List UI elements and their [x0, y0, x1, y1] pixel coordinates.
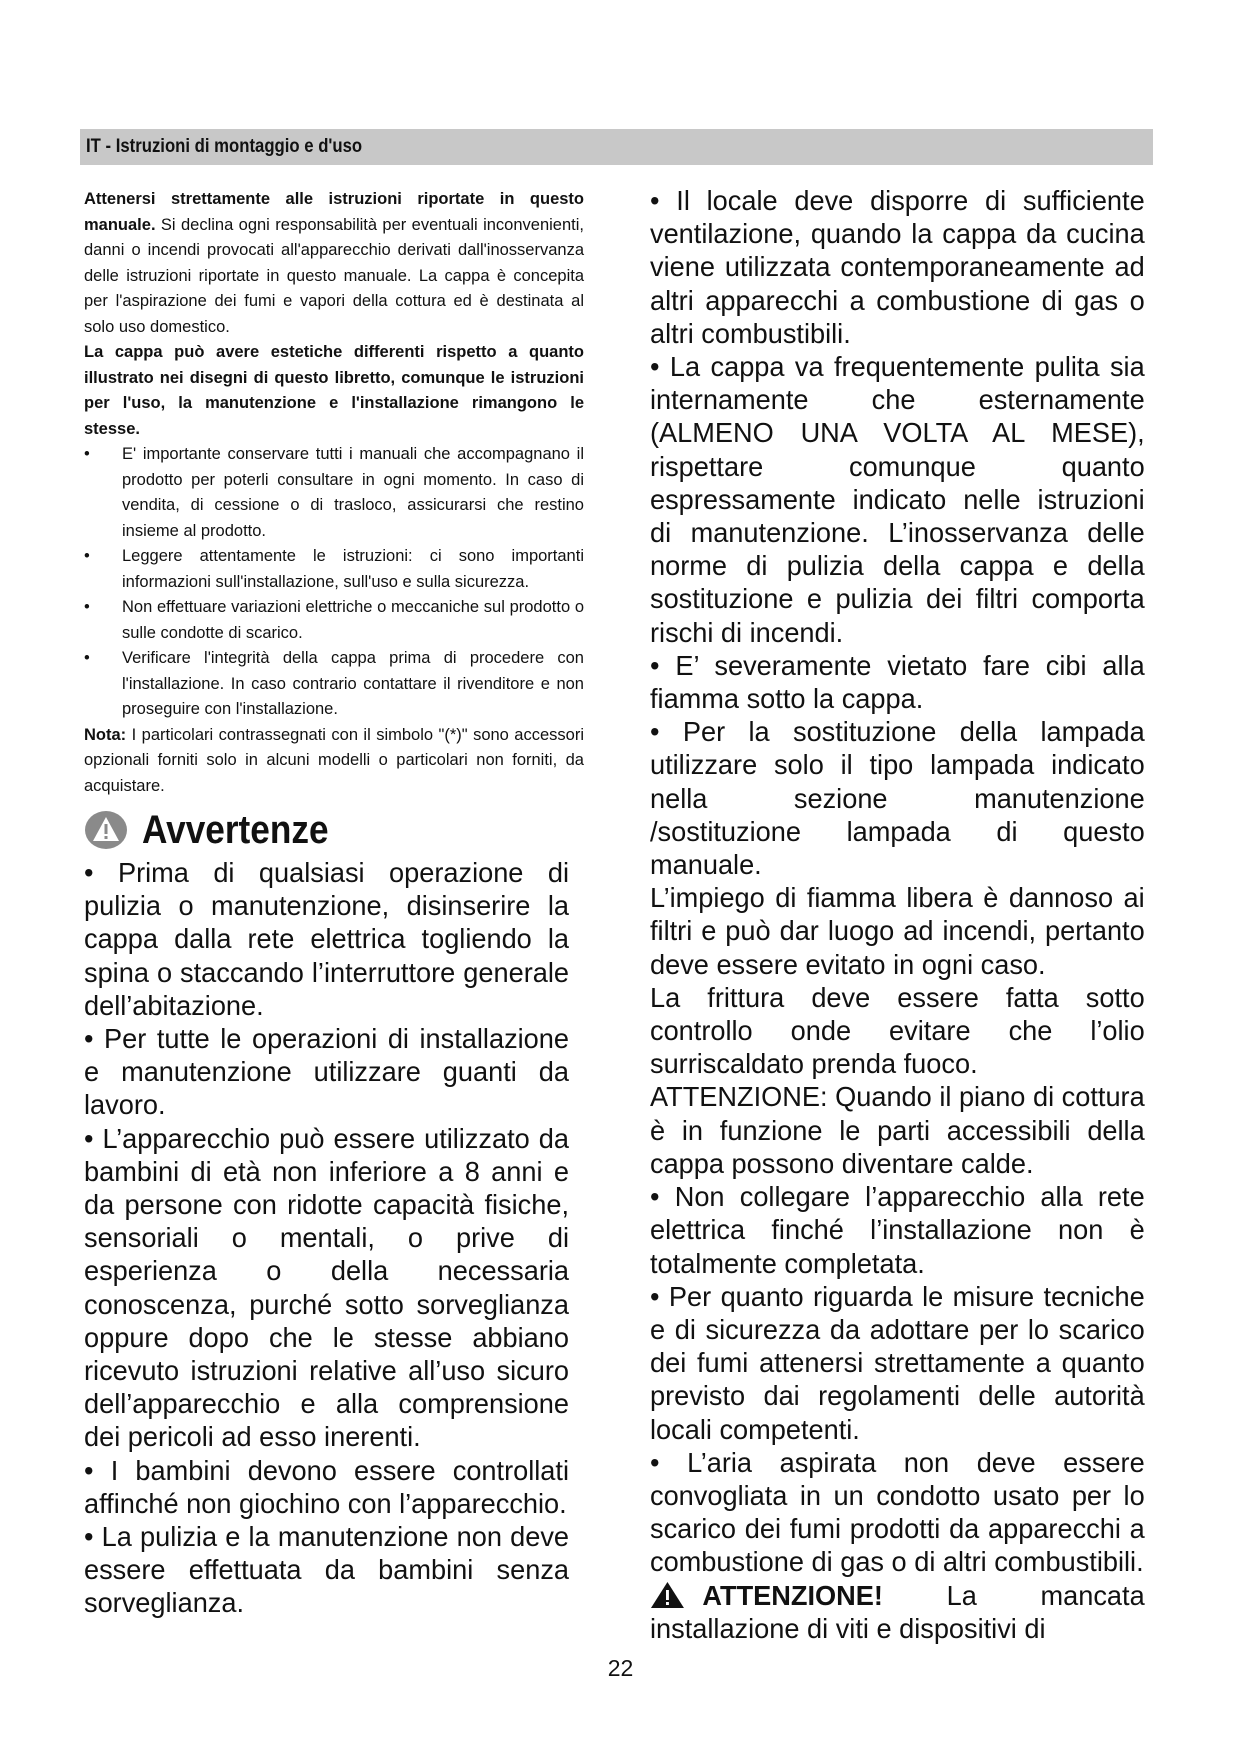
intro-bullet: • E' importante conservare tutti i manuali che accompagnano il prodotto per poterli consultare in ogni momento. In caso di vendita, di cessione o di trasloco, assicurarsi che restino insieme al prodotto.: [84, 445, 584, 540]
intro-paragraph: [84, 187, 584, 340]
warning-circle-icon: [84, 810, 128, 850]
warning-paragraph: • Prima di qualsiasi operazione di pulizia o manutenzione, disinserire la cappa dalla rete elettrica togliendo la spina o staccando l’interruttore generale dell’abitazione.: [84, 857, 569, 1021]
warning-paragraph: • La pulizia e la manutenzione non deve essere effettuata da bambini senza sorveglianza.: [84, 1521, 569, 1619]
page-number: 22: [607, 1655, 634, 1681]
warning-paragraph: • Per la sostituzione della lampada utilizzare solo il tipo lampada indicato nella sezione manutenzione /sostituzione lampada di questo manuale.: [650, 716, 1145, 881]
warning-paragraph: La frittura deve essere fatta sotto controllo onde evitare che l’olio surriscaldato prenda fuoco.: [650, 981, 1145, 1080]
warning-paragraph: • Non collegare l’apparecchio alla rete elettrica finché l’installazione non è totalmente completata.: [650, 1181, 1145, 1279]
warning-paragraph: • I bambini devono essere controllati affinché non giochino con l’apparecchio.: [84, 1454, 569, 1519]
final-warning-text: La mancata installazione di viti e dispositivi di: [650, 1579, 1145, 1644]
nota-label: Nota:: [84, 725, 127, 744]
nota-text: I particolari contrassegnati con il simbolo "(*)" sono accessori opzionali forniti solo in alcuni modelli o particolari non forniti, da acquistare.: [84, 725, 584, 795]
intro-bold-lead: Attenersi strettamente alle istruzioni riportate in questo manuale.: [84, 190, 584, 234]
nota-paragraph: [84, 723, 584, 800]
warnings-title: Avvertenze: [142, 807, 329, 852]
warning-paragraph: • L’apparecchio può essere utilizzato da bambini di età non inferiore a 8 anni e da persone con ridotte capacità fisiche, sensoriali o mentali, o prive di esperienza o della necessaria conoscenza, purché sotto sorveglianza oppure dopo che le stesse abbiano ricevuto istruzioni relative all’uso sicuro dell’apparecchio e alla comprensione dei pericoli ad esso inerenti.: [84, 1122, 569, 1453]
warning-paragraph: • E’ severamente vietato fare cibi alla fiamma sotto la cappa.: [650, 649, 1145, 715]
warning-paragraph: ATTENZIONE: Quando il piano di cottura è in funzione le parti accessibili della cappa possono diventare calde.: [650, 1081, 1145, 1179]
warning-paragraph: • La cappa va frequentemente pulita sia internamente che esternamente (ALMENO UNA VOLTA AL MESE), rispettare comunque quanto espressamente indicato nelle istruzioni di manutenzione. L’inosservanza delle norme di pulizia della cappa e della sostituzione e pulizia dei filtri comporta rischi di incendi.: [650, 351, 1145, 648]
warning-paragraph: • Per quanto riguarda le misure tecniche e di sicurezza da adottare per lo scarico dei fumi attenersi strettamente a quanto previsto dai regolamenti delle autorità locali competenti.: [650, 1280, 1145, 1445]
warning-paragraph: • Per tutte le operazioni di installazione e manutenzione utilizzare guanti da lavoro.: [84, 1023, 569, 1121]
warnings-heading: [84, 805, 354, 855]
warnings-left-column: [84, 856, 584, 1620]
section-header: [80, 129, 1153, 165]
final-warning: [650, 1579, 1145, 1645]
intro-column: [84, 187, 584, 799]
intro-bullet: • Verificare l'integrità della cappa prima di procedere con l'installazione. In caso contrario contattare il rivenditore e non proseguire con l'installazione.: [84, 649, 584, 718]
final-warning-label: ATTENZIONE!: [702, 1579, 883, 1611]
warning-paragraph: • L’aria aspirata non deve essere convogliata in un condotto usato per lo scarico dei fumi prodotti da apparecchi a combustione di gas o di altri combustibili.: [650, 1446, 1145, 1578]
intro-bullet: • Non effettuare variazioni elettriche o meccaniche sul prodotto o sulle condotte di scarico.: [84, 598, 584, 642]
warning-paragraph: • Il locale deve disporre di sufficiente ventilazione, quando la cappa da cucina viene utilizzata contemporaneamente ad altri apparecchi a combustione di gas o altri combustibili.: [650, 185, 1145, 349]
intro-bold-note: La cappa può avere estetiche differenti rispetto a quanto illustrato nei disegni di questo libretto, comunque le istruzioni per l'uso, la manutenzione e l'installazione rimangono le stesse.: [84, 343, 584, 438]
intro-text: Si declina ogni responsabilità per eventuali inconvenienti, danni o incendi provocati all'apparecchio derivati dall'inosservanza delle istruzioni riportate in questo manuale. La cappa è concepita per l'aspirazione dei fumi e vapori della cottura ed è destinata al solo uso domestico.: [84, 215, 584, 336]
warning-triangle-icon: [650, 1581, 685, 1609]
intro-bullet: • Leggere attentamente le istruzioni: ci sono importanti informazioni sull'installazione, sull'uso e sulla sicurezza.: [84, 547, 584, 591]
section-header-title: IT - Istruzioni di montaggio e d'uso: [86, 136, 363, 157]
warnings-right-column: [650, 184, 1160, 1645]
warning-paragraph: L’impiego di fiamma libera è dannoso ai filtri e può dar luogo ad incendi, pertanto deve essere evitato in ogni caso.: [650, 882, 1145, 980]
